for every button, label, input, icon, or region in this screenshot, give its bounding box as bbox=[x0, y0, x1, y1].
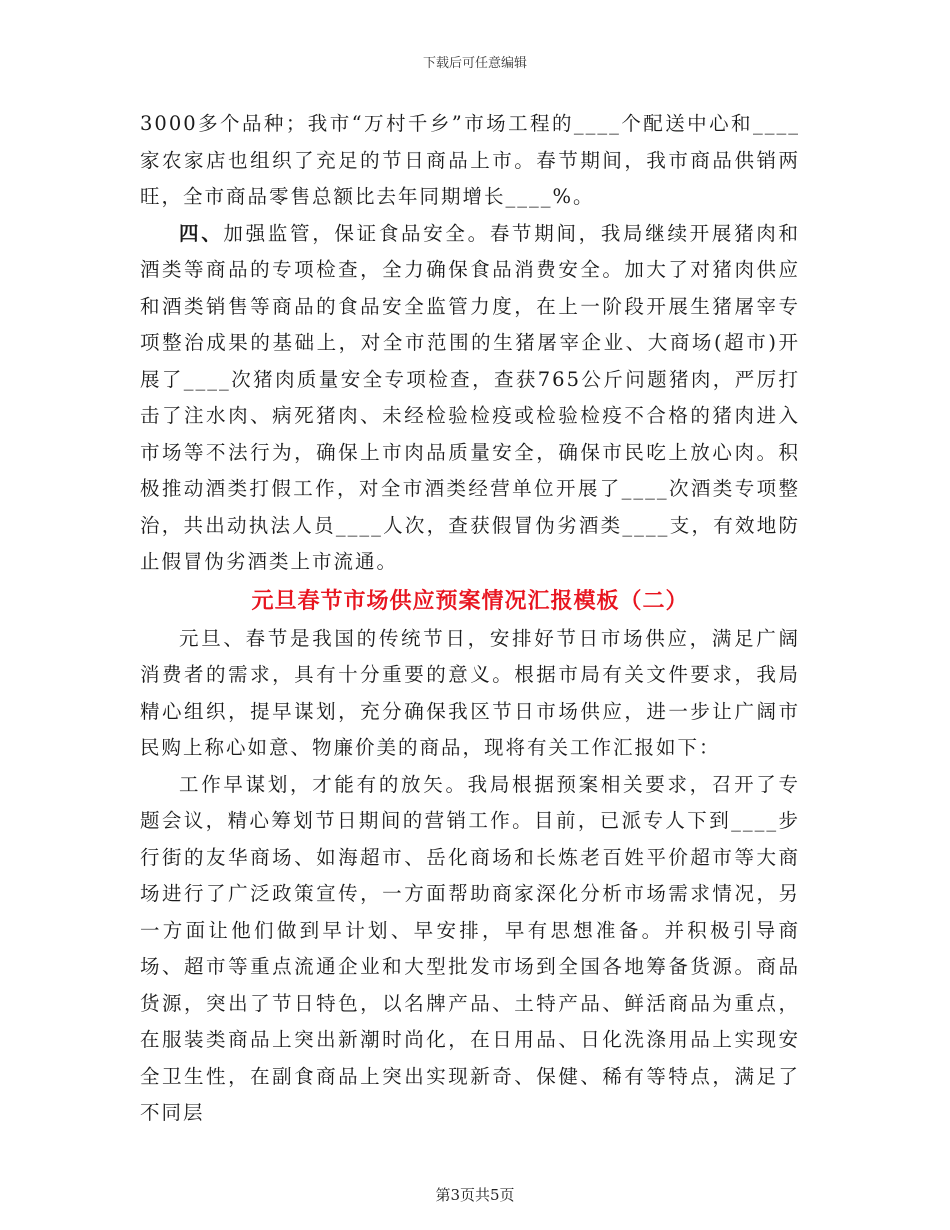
page-footer: 第3页共5页 bbox=[435, 1186, 515, 1204]
paragraph-intro: 元旦、春节是我国的传统节日，安排好节日市场供应，满足广阔消费者的需求，具有十分重要的意义。根据市局有关文件要求，我局精心组织，提早谋划，充分确保我区节日市场供应，进一步让广阔市民购上称心如意、物廉价美的商品，现将有关工作汇报如下： bbox=[140, 626, 800, 759]
document-body bbox=[140, 106, 800, 1132]
paragraph-planning: 工作早谋划，才能有的放矢。我局根据预案相关要求，召开了专题会议，精心筹划节日期间的营销工作。目前，已派专人下到____步行街的友华商场、如海超市、岳化商场和长炼老百姓平价超市等大商场进行了广泛政策宣传，一方面帮助商家深化分析市场需求情况，另一方面让他们做到早计划、早安排，早有思想准备。并积极引导商场、超市等重点流通企业和大型批发市场到全国各地筹备货源。商品货源，突出了节日特色，以名牌产品、土特产品、鲜活商品为重点，在服装类商品上突出新潮时尚化，在日用品、日化洗涤用品上实现安全卫生性，在副食商品上突出实现新奇、保健、稀有等特点，满足了不同层 bbox=[140, 772, 800, 1124]
paragraph-section-four bbox=[140, 216, 800, 581]
paragraph-text: 加强监管，保证食品安全。春节期间，我局继续开展猪肉和酒类等商品的专项检查，全力确保食品消费安全。加大了对猪肉供应和酒类销售等商品的食品安全监管力度，在上一阶段开展生猪屠宰专项整治成果的基础上，对全市范围的生猪屠宰企业、大商场(超市)开展了____次猪肉质量安全专项检查，查获765公斤问题猪肉，严厉打击了注水肉、病死猪肉、未经检验检疫或检验检疫不合格的猪肉进入市场等不法行为，确保上市肉品质量安全，确保市民吃上放心肉。积极推动酒类打假工作，对全市酒类经营单位开展了____次酒类专项整治，共出动执法人员____人次，查获假冒伪劣酒类____支，有效地防止假冒伪劣酒类上市流通。 bbox=[140, 221, 800, 573]
section-number: 四、 bbox=[179, 221, 224, 245]
page-header: 下载后可任意编辑 bbox=[422, 56, 527, 71]
section-title: 元旦春节市场供应预案情况汇报模板（二） bbox=[251, 587, 689, 614]
paragraph-continued: 3000多个品种；我市“万村千乡”市场工程的____个配送中心和____家农家店也组织了充足的节日商品上市。春节期间，我市商品供销两旺，全市商品零售总额比去年同期增长____%。 bbox=[140, 112, 800, 208]
